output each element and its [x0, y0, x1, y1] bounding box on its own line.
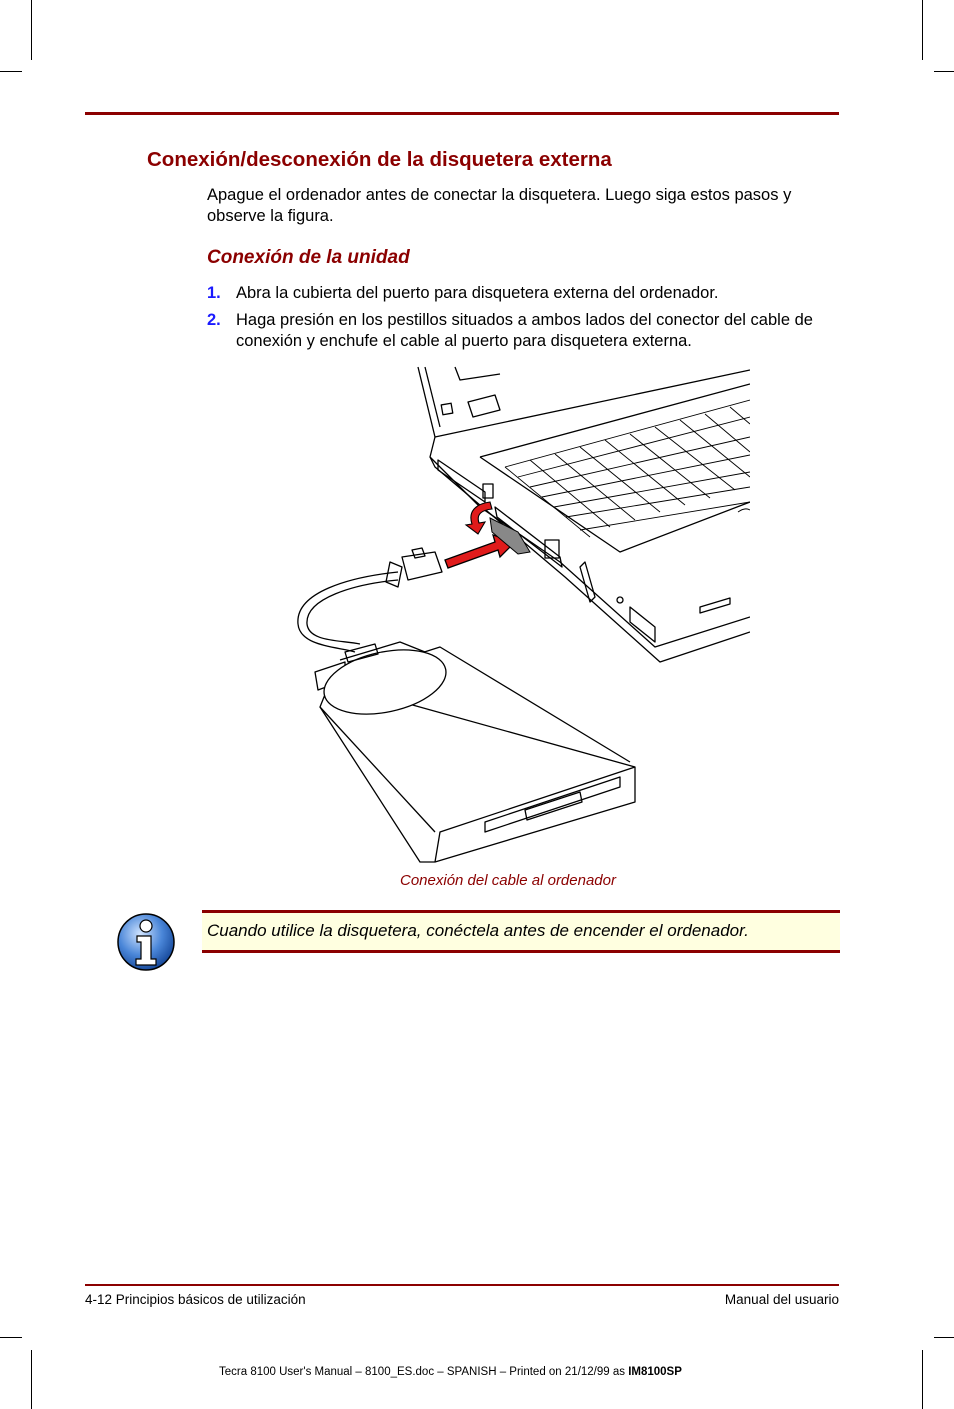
crop-mark — [31, 0, 32, 60]
crop-mark — [0, 71, 22, 72]
note-box — [202, 910, 840, 953]
intro-paragraph: Apague el ordenador antes de conectar la disquetera. Luego siga estos pasos y observe la figura. — [207, 186, 792, 225]
crop-mark — [934, 71, 954, 72]
crop-mark — [934, 1337, 954, 1338]
footer-rule — [85, 1284, 839, 1286]
print-info — [219, 1366, 682, 1378]
section-title: Conexión/desconexión de la disquetera externa — [147, 148, 612, 171]
crop-mark — [0, 1337, 22, 1338]
crop-mark — [31, 1350, 32, 1409]
footer-right: Manual del usuario — [724, 1292, 839, 1307]
footer-left: 4-12 Principios básicos de utilización — [85, 1292, 306, 1307]
step-number: 1. — [207, 284, 221, 302]
crop-mark — [922, 0, 923, 60]
subsection-title: Conexión de la unidad — [207, 247, 410, 268]
step-text: Abra la cubierta del puerto para disquetera externa del ordenador. — [236, 284, 719, 302]
print-info-text: Tecra 8100 User's Manual – 8100_ES.doc – SPANISH – Printed on 21/12/99 as — [219, 1366, 629, 1378]
note-text: Cuando utilice la disquetera, conéctela antes de encender el ordenador. — [207, 921, 749, 940]
laptop-floppy-illustration — [290, 362, 750, 867]
figure-caption: Conexión del cable al ordenador — [400, 872, 616, 889]
crop-mark — [922, 1350, 923, 1409]
step-number: 2. — [207, 311, 221, 329]
print-info-code: IM8100SP — [628, 1366, 682, 1378]
info-icon — [116, 912, 176, 972]
step-text: Haga presión en los pestillos situados a ambos lados del conector del cable de conexión y enchufe el cable al puerto para disquetera externa. — [236, 311, 813, 350]
header-rule — [85, 112, 839, 115]
